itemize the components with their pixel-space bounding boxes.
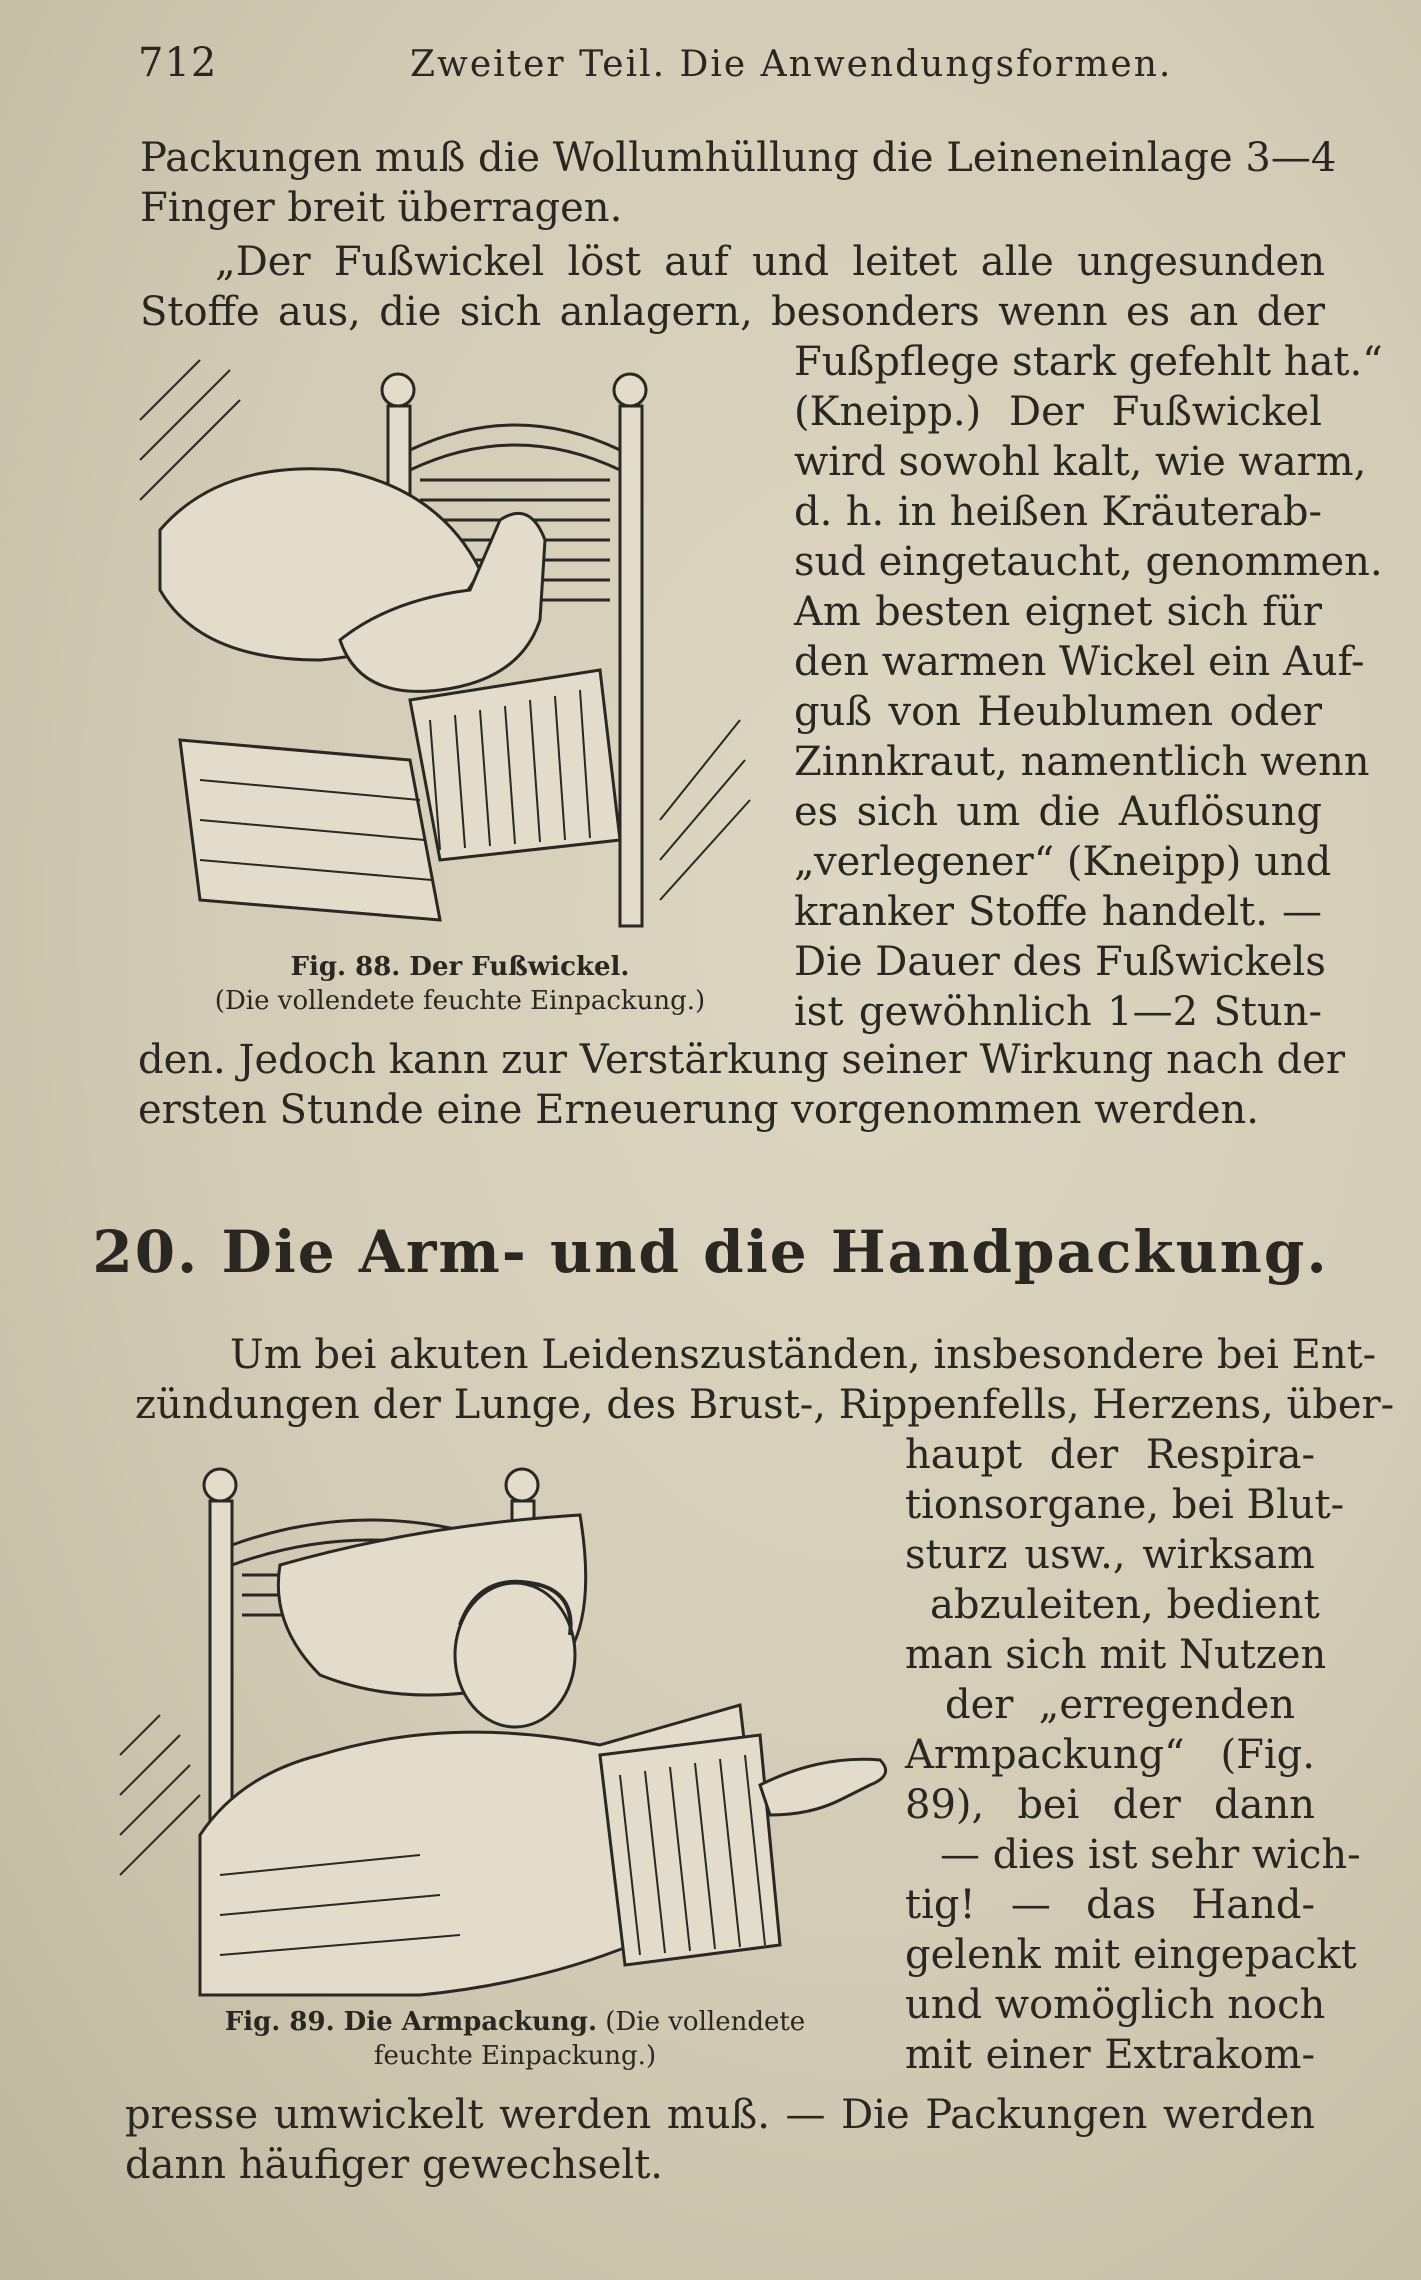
text-line: Armpackung“ (Fig.: [905, 1732, 1315, 1778]
figure-88-subtitle: (Die vollendete feuchte Einpackung.): [214, 986, 706, 1016]
figure-89-subtitle: feuchte Einpackung.): [373, 2041, 657, 2071]
text-line: Um bei akuten Leidenszuständen, insbesondere bei Ent-: [230, 1332, 1377, 1378]
text-line: ersten Stunde eine Erneuerung vorgenommen werden.: [138, 1087, 1260, 1133]
text-line: „Der Fußwickel löst auf und leitet alle ungesunden: [215, 239, 1325, 285]
text-line: Am besten eignet sich für: [794, 589, 1322, 635]
figure-88-title: Fig. 88. Der Fußwickel.: [290, 952, 630, 982]
running-title: Zweiter Teil. Die Anwendungsformen.: [410, 44, 1173, 85]
text-line: tig! — das Hand-: [905, 1882, 1315, 1928]
text-line: zündungen der Lunge, des Brust-, Rippenfells, Herzens, über-: [135, 1382, 1395, 1428]
figure-89-caption: [165, 2005, 865, 2073]
text-line: und womöglich noch: [905, 1982, 1326, 2028]
text-line: (Kneipp.) Der Fußwickel: [794, 389, 1322, 435]
text-line: Fußpflege stark gefehlt hat.“: [794, 339, 1383, 385]
text-line: Packungen muß die Wollumhüllung die Leineneinlage 3—4: [140, 135, 1337, 181]
text-line: den. Jedoch kann zur Verstärkung seiner Wirkung nach der: [138, 1037, 1345, 1083]
foot-wrap-illustration: [140, 360, 750, 940]
text-line: „verlegener“ (Kneipp) und: [794, 839, 1332, 885]
text-line: mit einer Extrakom-: [905, 2032, 1315, 2078]
text-line: wird sowohl kalt, wie warm,: [794, 439, 1367, 485]
text-line: guß von Heublumen oder: [794, 689, 1322, 735]
text-line: — dies ist sehr wich-: [940, 1832, 1361, 1878]
figure-88-caption: [190, 950, 730, 1018]
text-line: es sich um die Auflösung: [794, 789, 1322, 835]
text-line: dann häufiger gewechselt.: [125, 2142, 663, 2188]
page-number: 712: [138, 40, 218, 86]
patient-head: [455, 1583, 575, 1727]
text-line: tionsorgane, bei Blut-: [905, 1482, 1345, 1528]
text-line: Die Dauer des Fußwickels: [794, 939, 1326, 985]
figure-89-title: Fig. 89. Die Armpackung.: [224, 2007, 597, 2037]
text-line: kranker Stoffe handelt. —: [794, 889, 1322, 935]
text-line: gelenk mit eingepackt: [905, 1932, 1357, 1978]
figure-89-caption-rest: (Die vollendete: [605, 2007, 806, 2037]
text-line: den warmen Wickel ein Auf-: [794, 639, 1365, 685]
text-line: der „erregenden: [945, 1682, 1295, 1728]
arm-wrap-illustration: [120, 1455, 900, 2015]
text-line: d. h. in heißen Kräuterab-: [794, 489, 1322, 535]
text-line: Finger breit überragen.: [140, 185, 623, 231]
text-line: Stoffe aus, die sich anlagern, besonders wenn es an der: [140, 289, 1325, 335]
arm-wrap: [600, 1735, 780, 1965]
text-line: man sich mit Nutzen: [905, 1632, 1327, 1678]
text-line: haupt der Respira-: [905, 1432, 1315, 1478]
text-line: presse umwickelt werden muß. — Die Packungen werden: [125, 2092, 1315, 2138]
patient-hand: [760, 1759, 886, 1815]
text-line: 89), bei der dann: [905, 1782, 1315, 1828]
page-header: [138, 40, 1338, 100]
text-line: abzuleiten, bedient: [930, 1582, 1320, 1628]
text-line: Zinnkraut, namentlich wenn: [794, 739, 1370, 785]
text-line: sud eingetaucht, genommen.: [794, 539, 1383, 585]
section-heading: 20. Die Arm- und die Handpackung.: [92, 1218, 1329, 1286]
text-line: sturz usw., wirksam: [905, 1532, 1315, 1578]
text-line: ist gewöhnlich 1—2 Stun-: [794, 989, 1322, 1035]
